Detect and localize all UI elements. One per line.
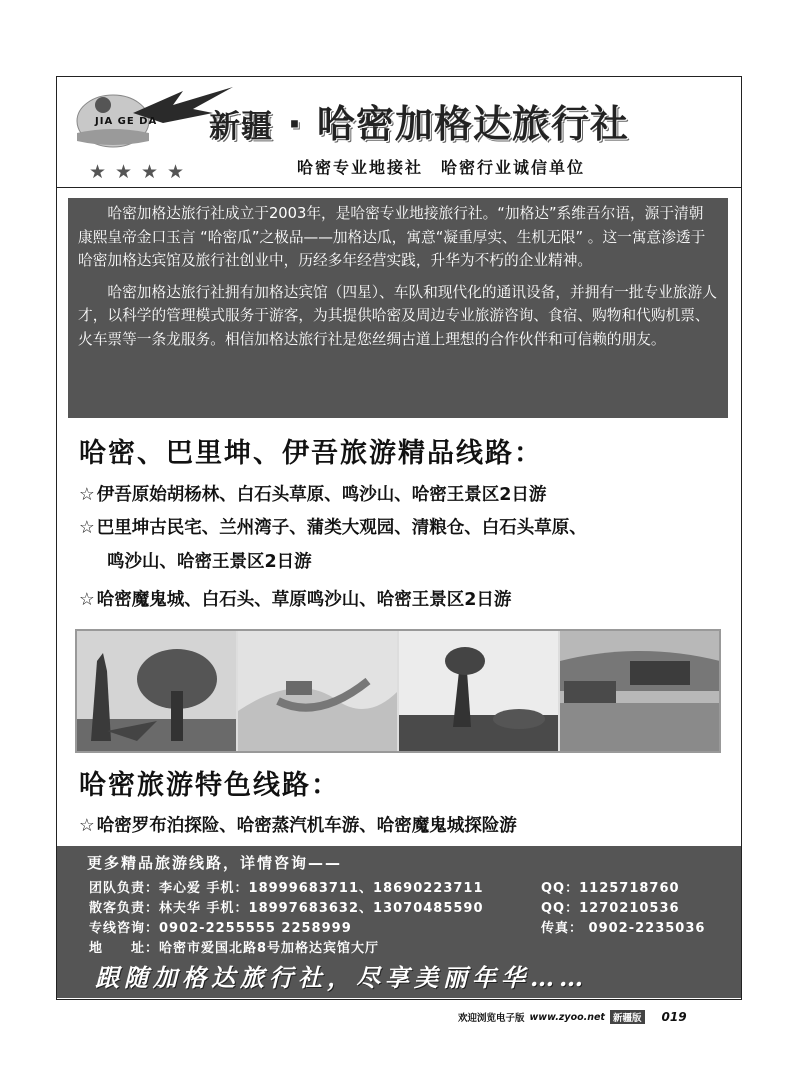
slogan: 跟随加格达旅行社，尽享美丽年华…… bbox=[95, 963, 588, 992]
photo-grassland-tree bbox=[399, 631, 560, 751]
page-footer bbox=[458, 1010, 687, 1024]
intro-paragraph: 哈密加格达旅行社拥有加格达宾馆（四星）、车队和现代化的通讯设备，并拥有一批专业旅游人才，以科学的管理模式服务于游客，为其提供哈密及周边专业旅游咨询、食宿、购物和代购机票、火车票等一条龙服务。相信加格达旅行社是您丝绸古道上理想的合作伙伴和可信赖的朋友。 bbox=[78, 283, 717, 348]
contact-individual-qq: QQ：1270210536 bbox=[541, 901, 680, 916]
contact-address: 地 址：哈密市爱国北路8号加格达宾馆大厅 bbox=[89, 941, 380, 956]
contact-team-qq: QQ：1125718760 bbox=[541, 881, 680, 896]
photo-old-residence bbox=[560, 631, 719, 751]
agency-title bbox=[209, 93, 629, 148]
route-text: 鸣沙山、哈密王景区2日游 bbox=[107, 552, 312, 572]
star-icon: ★ bbox=[115, 161, 133, 183]
section-title-special-routes: 哈密旅游特色线路： bbox=[79, 770, 340, 801]
route-item bbox=[79, 812, 517, 837]
contact-team-line: 团队负责：李心爱 手机：18999683711、18690223711 bbox=[89, 881, 484, 896]
star-icon: ★ bbox=[141, 161, 159, 183]
photo-strip bbox=[75, 629, 721, 753]
agency-name: 哈密加格达旅行社 bbox=[316, 102, 629, 146]
photo-sand-dunes bbox=[238, 631, 399, 751]
header bbox=[57, 77, 741, 188]
route-item bbox=[79, 514, 587, 539]
star-outline-icon: ☆ bbox=[79, 590, 95, 610]
title-separator: · bbox=[287, 102, 303, 146]
star-outline-icon: ☆ bbox=[79, 485, 95, 505]
region-label: 新疆 bbox=[209, 109, 273, 145]
star-icon: ★ bbox=[89, 161, 107, 183]
intro-panel bbox=[68, 198, 728, 418]
intro-paragraph: 哈密加格达旅行社成立于2003年，是哈密专业地接旅行社。“加格达”系维吾尔语，源于清朝康熙皇帝金口玉言 “哈密瓜”之极品——加格达瓜，寓意“凝重厚实、生机无限” 。这一寓意渗透于哈密加格达宾馆及旅行社创业中，历经多年经营实践，升华为不朽的企业精神。 bbox=[78, 205, 706, 269]
route-item-continued bbox=[107, 548, 312, 573]
route-text: 伊吾原始胡杨林、白石头草原、鸣沙山、哈密王景区2日游 bbox=[96, 485, 547, 505]
star-outline-icon: ☆ bbox=[79, 816, 95, 836]
contact-individual-line: 散客负责：林夫华 手机：18997683632、13070485590 bbox=[89, 901, 484, 916]
route-item bbox=[79, 586, 511, 611]
footer-edition: 新疆版 bbox=[610, 1010, 645, 1024]
route-text: 哈密罗布泊探险、哈密蒸汽机车游、哈密魔鬼城探险游 bbox=[96, 816, 517, 836]
tagline: 哈密专业地接社 哈密行业诚信单位 bbox=[297, 158, 586, 177]
contact-hotline: 专线咨询：0902-2255555 2258999 bbox=[89, 921, 352, 936]
page-number: 019 bbox=[661, 1010, 687, 1024]
logo-text: JIA GE DA bbox=[95, 116, 158, 127]
photo-poplar-forest bbox=[77, 631, 238, 751]
contact-fax: 传真： 0902-2235036 bbox=[541, 921, 706, 936]
route-text: 巴里坤古民宅、兰州湾子、蒲类大观园、清粮仓、白石头草原、 bbox=[96, 518, 587, 538]
route-text: 哈密魔鬼城、白石头、草原鸣沙山、哈密王景区2日游 bbox=[96, 590, 512, 610]
contact-panel bbox=[57, 846, 741, 998]
route-item bbox=[79, 481, 546, 506]
star-outline-icon: ☆ bbox=[79, 518, 95, 538]
section-title-premium-routes: 哈密、巴里坤、伊吾旅游精品线路： bbox=[79, 438, 543, 469]
footer-welcome: 欢迎浏览电子版 bbox=[458, 1013, 525, 1024]
page-frame bbox=[56, 76, 742, 1000]
star-icon: ★ bbox=[167, 161, 185, 183]
contact-heading: 更多精品旅游线路，详情咨询—— bbox=[87, 854, 343, 872]
footer-site-link[interactable]: www.zyoo.net bbox=[529, 1011, 605, 1023]
